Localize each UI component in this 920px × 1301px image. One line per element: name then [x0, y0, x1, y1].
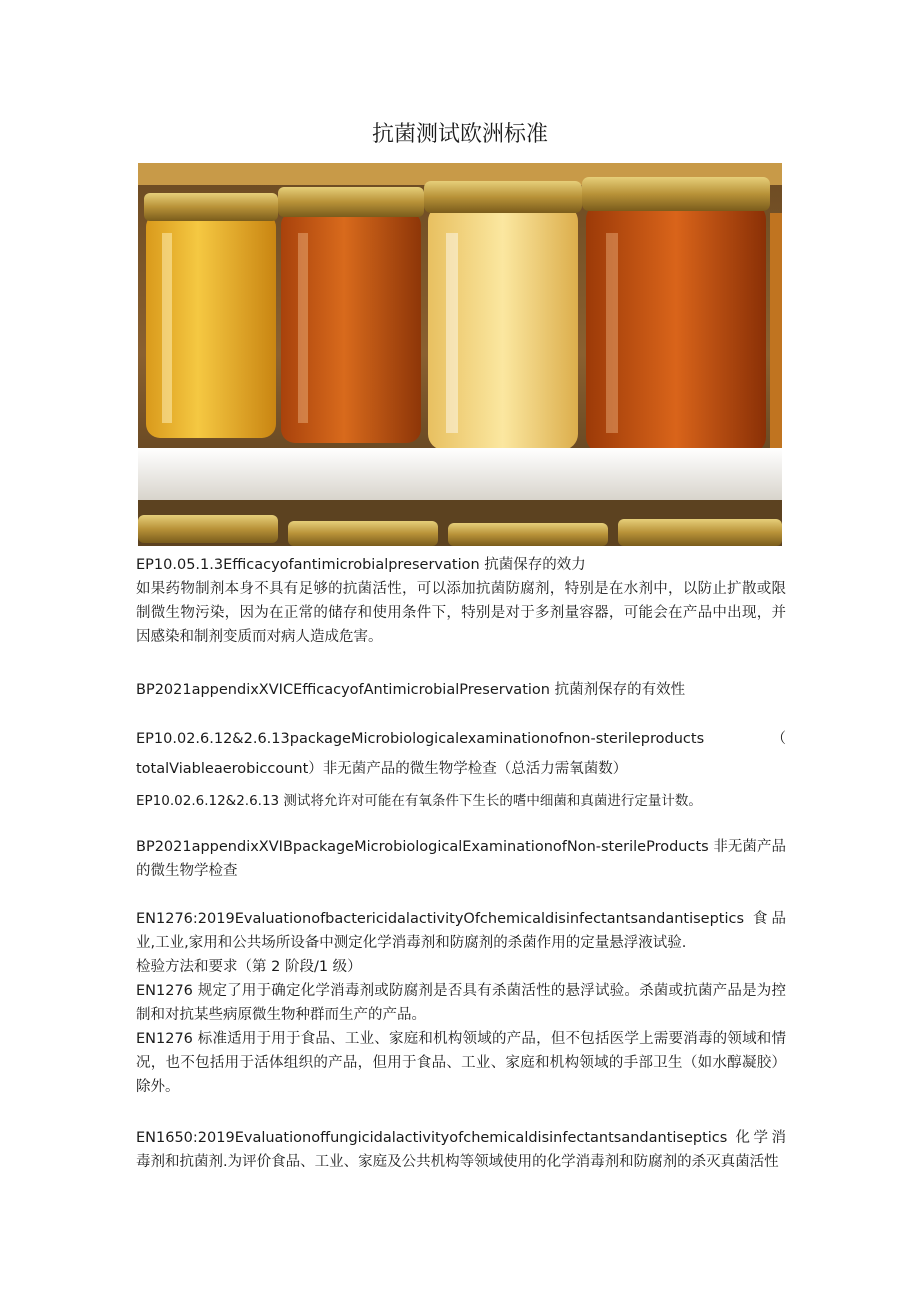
en1650-heading: EN1650:2019Evaluationoffungicidalactivityofchemicaldisinfectantsandantiseptics 化学消毒剂和抗菌剂.为评价食品、工业、家庭及公共机构等领域使用的化学消毒剂和防腐剂的杀灭真菌活性 [136, 1130, 786, 1170]
bp-microbiological-section [136, 835, 786, 883]
en1276-heading: EN1276:2019EvaluationofbactericidalactivityOfchemicaldisinfectantsandantiseptics 食品业,工业,家用和公共场所设备中测定化学消毒剂和防腐剂的杀菌作用的定量悬浮液试验. [136, 911, 786, 951]
ep-microbiological-heading-part2: totalViableaerobiccount）非无菌产品的微生物学检查（总活力需氧菌数） [136, 761, 628, 777]
page-title: 抗菌测试欧洲标准 [371, 122, 548, 147]
bp-microbiological-heading: BP2021appendixXVIBpackageMicrobiologicalExaminationofNon-sterileProducts 非无菌产品的微生物学检查 [136, 839, 786, 879]
en1276-desc2: EN1276 标准适用于用于食品、工业、家庭和机构领域的产品，但不包括医学上需要消毒的领域和情况，也不包括用于活体组织的产品，但用于食品、工业、家庭和机构领域的手部卫生（如水醇凝胶）除外。 [136, 1031, 786, 1095]
ep-microbiological-body: EP10.02.6.12&2.6.13 测试将允许对可能在有氧条件下生长的嗜中细菌和真菌进行定量计数。 [136, 793, 702, 809]
ep-microbiological-heading-line1 [136, 727, 786, 751]
bp-preservation-heading: BP2021appendixXVICEfficacyofAntimicrobialPreservation 抗菌剂保存的有效性 [136, 682, 686, 698]
ep-microbiological-heading-part1: EP10.02.6.12&2.6.13packageMicrobiologicalexaminationofnon-sterileproducts [136, 731, 705, 747]
ep-preservation-section [136, 553, 786, 649]
ep-microbiological-section [136, 727, 786, 781]
en1276-section [136, 907, 786, 1099]
bp-preservation-section [136, 678, 786, 702]
honey-jars-photo [138, 163, 782, 546]
ep-microbiological-heading-paren: （ [771, 731, 786, 747]
ep-preservation-heading: EP10.05.1.3Efficacyofantimicrobialpreservation 抗菌保存的效力 [136, 557, 586, 573]
ep-preservation-body: 如果药物制剂本身不具有足够的抗菌活性，可以添加抗菌防腐剂，特别是在水剂中，以防止扩散或限制微生物污染，因为在正常的储存和使用条件下，特别是对于多剂量容器，可能会在产品中出现，并因感染和制剂变质而对病人造成危害。 [136, 581, 786, 645]
en1276-method: 检验方法和要求（第 2 阶段/1 级） [136, 959, 362, 975]
en1650-section [136, 1126, 786, 1174]
en1276-desc1: EN1276 规定了用于确定化学消毒剂或防腐剂是否具有杀菌活性的悬浮试验。杀菌或抗菌产品是为控制和对抗某些病原微生物种群而生产的产品。 [136, 983, 786, 1023]
